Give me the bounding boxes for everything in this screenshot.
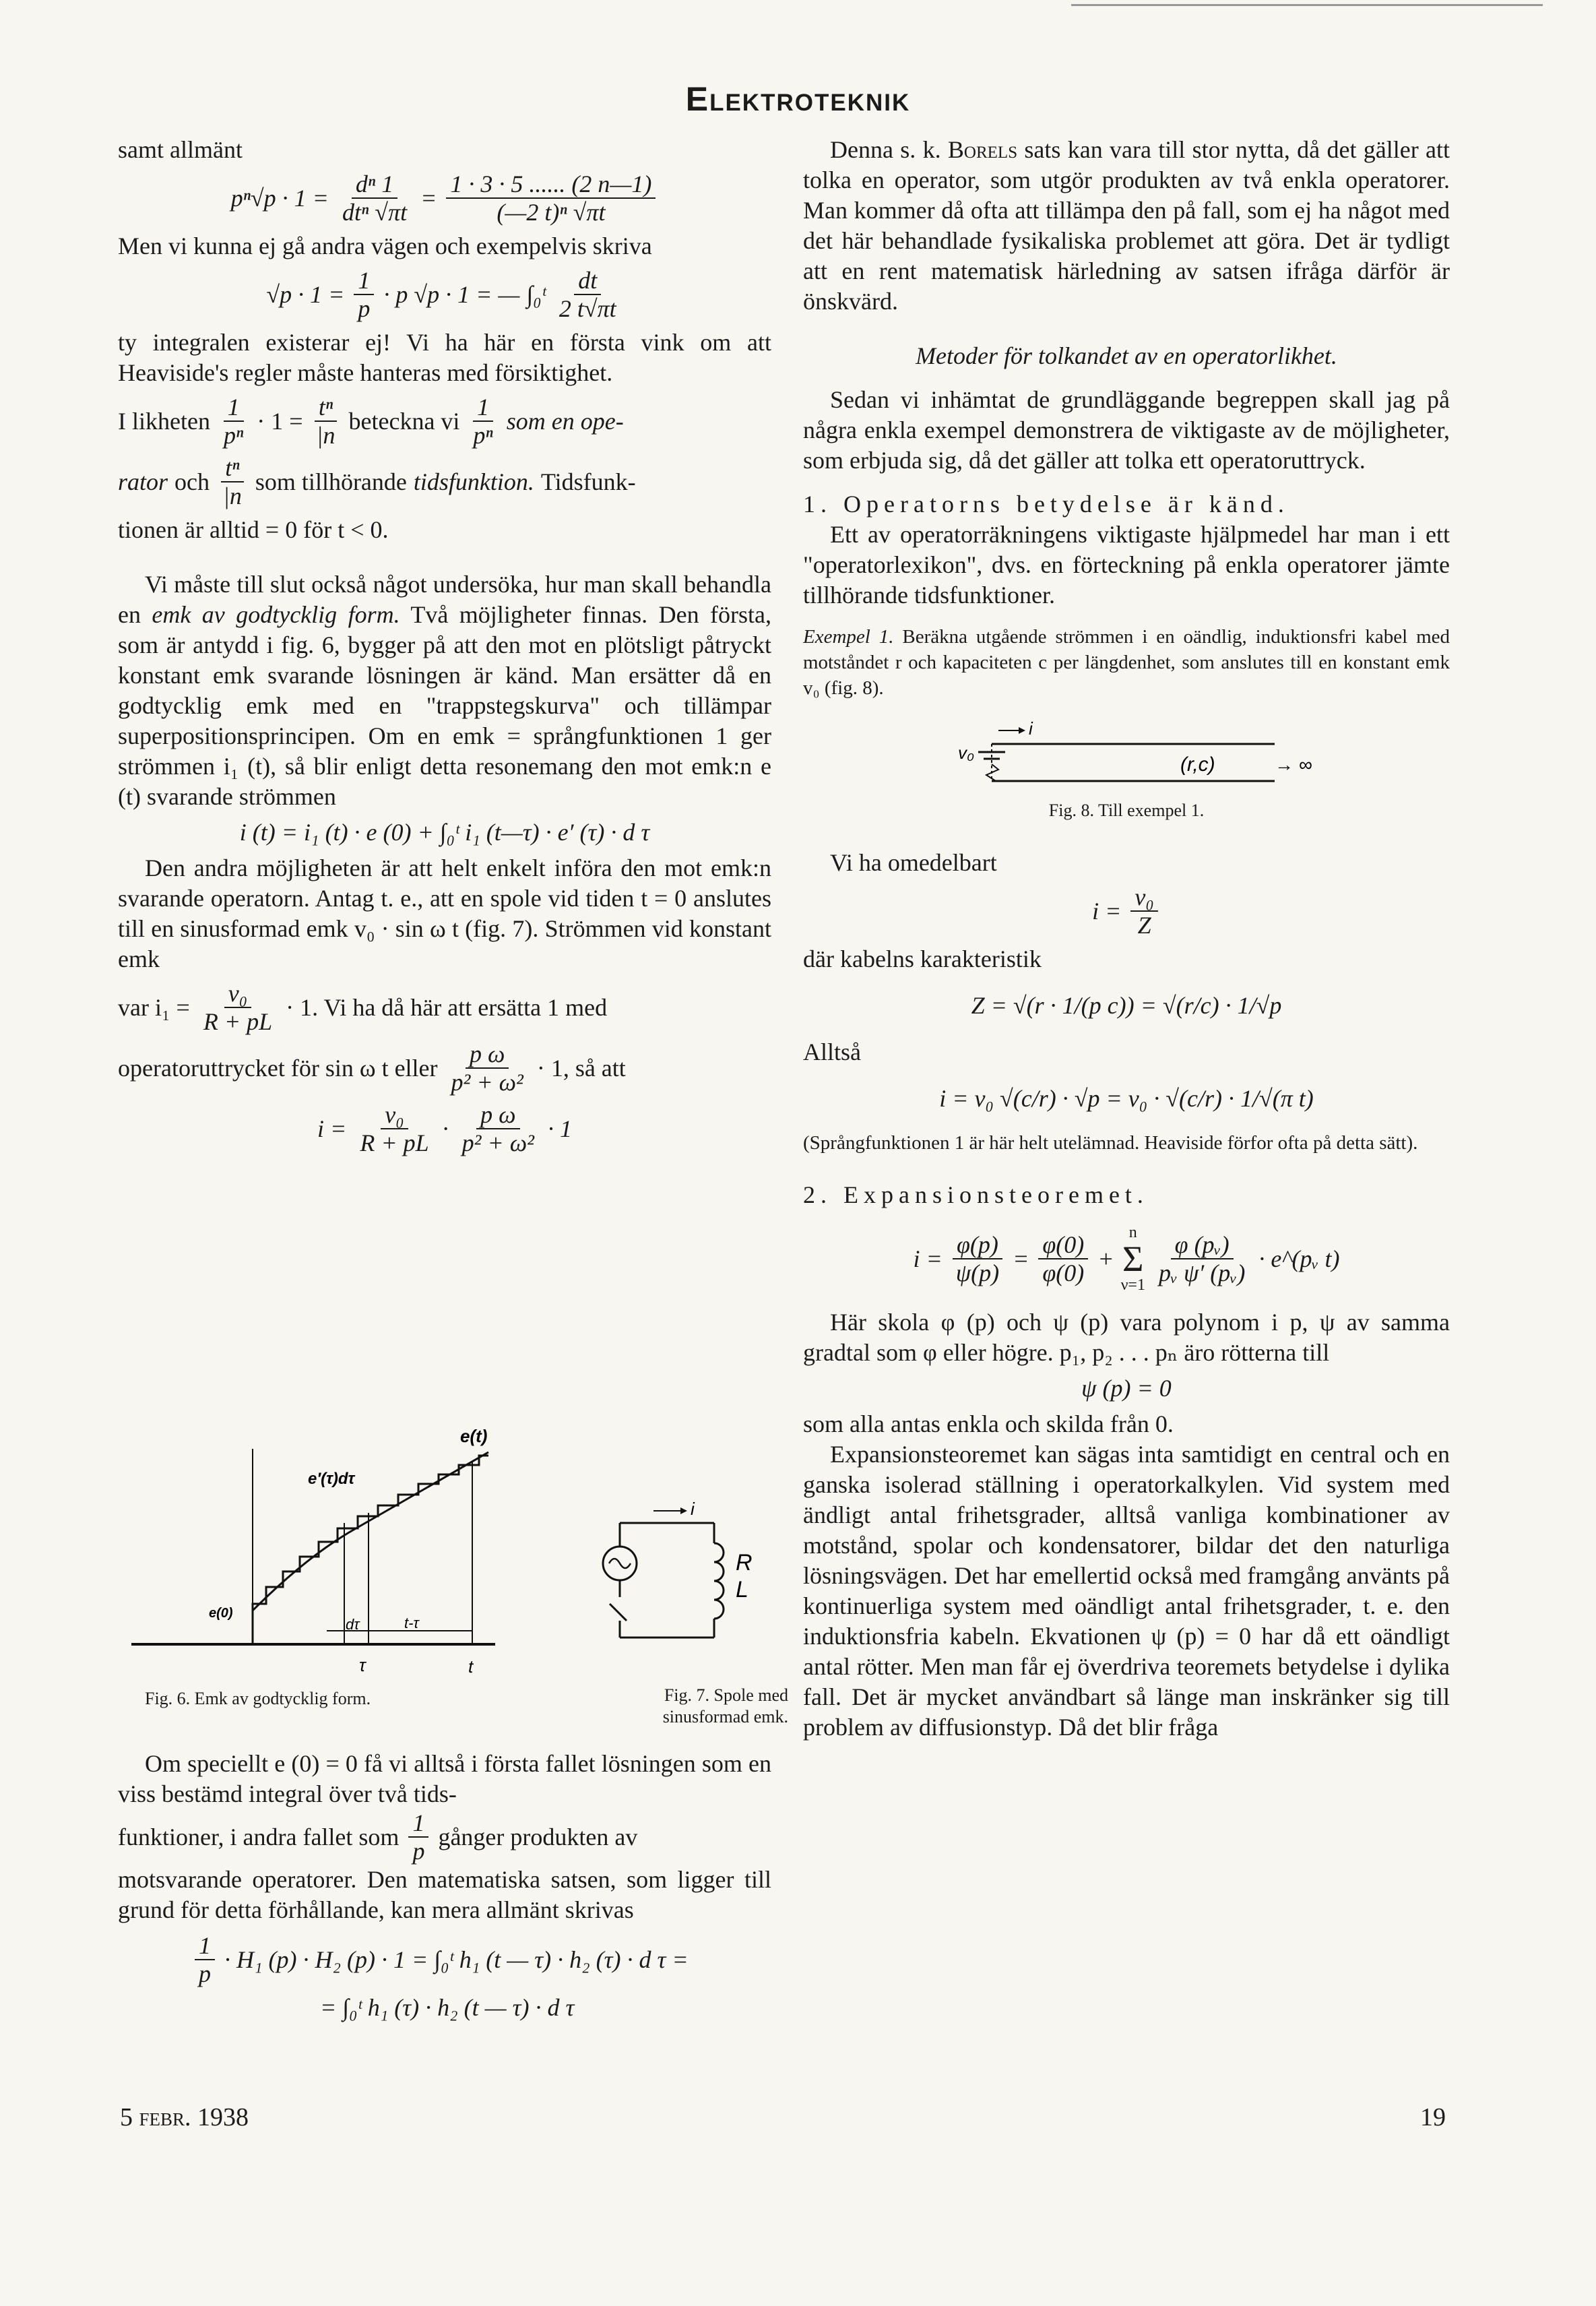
equation-5: $\frac{1}{p}$ · H₁ (p) · H₂ (p) · 1 = ∫₀ᵗ h₁ (t — τ) · h₂ (τ) · d τ = [118, 1932, 771, 1987]
paragraph: Sedan vi inhämtat de grundläggande begreppen skall jag på några enkla exempel demonstrera de viktigaste av de möjligheter, som erbjuda sig, då det gäller att tolka ett operatoruttryck. [803, 386, 1450, 474]
fig8-label-i: i [1029, 718, 1033, 739]
footer-date: 5 febr. 1938 [120, 2103, 249, 2131]
figure-8 [897, 717, 1369, 798]
equation-2: √p · 1 = $\frac{1}{p}$ · p √p · 1 = — ∫₀ᵗ $\frac{dt}{2 t√\pi t}$ [266, 267, 616, 322]
example-text: Exempel 1. Beräkna utgående strömmen i en oändlig, induktionsfri kabel med motståndet r och kapaciteten c per längdenhet, som anslutes till en konstant emk v₀ (fig. 8). [803, 626, 1450, 699]
fig8-label-v0: v₀ [958, 743, 974, 763]
paragraph: Denna s. k. Borels sats kan vara till stor nytta, då det gäller att tolka en operator, som utgör produkten av två enkla operatorer. Man kommer då ofta att tillämpa den på fall, som ej ha något med det här behandlade fysikaliska problemet att göra. Det är tydligt att en rent matematisk härledning av satsen ifråga därför är önskvärd. [803, 136, 1450, 315]
fig7-label-R: R [736, 1550, 753, 1576]
paragraph: Den andra möjligheten är att helt enkelt införa den mot emk:n svarande operatorn. Antag t. e., att en spole vid tiden t = 0 anslutes till en sinusformad emk v₀ · sin ω t (fig. 7). Strömmen vid konstant emk [118, 854, 771, 972]
equation-likheten: I likheten $\frac{1}{\text{pⁿ}}$ · 1 = $\frac{\text{tⁿ}}{|n}$ beteckna vi $\frac{1}{\text{pⁿ}}$ som en ope- [118, 394, 624, 449]
fig8-label-rc: (r,c) [1180, 753, 1215, 776]
top-rule [1071, 4, 1543, 6]
right-column [803, 135, 1450, 1743]
fig6-label-tau: τ [359, 1655, 366, 1675]
fig7-label-i: i [691, 1499, 695, 1519]
running-header: Elektroteknik [685, 80, 911, 118]
paragraph: samt allmänt [118, 136, 243, 163]
section-heading: Metoder för tolkandet av en operatorlikhet. [916, 342, 1337, 369]
fig7-caption: Fig. 7. Spole med sinusformad emk. [662, 1685, 788, 1726]
paragraph: där kabelns karakteristik [803, 945, 1042, 972]
section-heading: 2. Expansionsteoremet. [803, 1181, 1149, 1208]
paragraph: Här skola φ (p) och ψ (p) vara polynom i p, ψ av samma gradtal som φ eller högre. p₁, p₂ . . . pₙ äro rötterna till [803, 1309, 1450, 1366]
equation-r3: i = v₀ √(c/r) · √p = v₀ · √(c/r) · 1/√(π t) [939, 1085, 1314, 1112]
paragraph: tionen är alltid = 0 för t < 0. [118, 516, 389, 543]
equation-sin: operatoruttrycket för sin ω t eller $\frac{\text{p ω}}{\text{p² + ω²}}$ · 1, så att [118, 1040, 626, 1096]
paragraph: Om speciellt e (0) = 0 få vi alltså i första fallet lösningen som en viss bestämd integral över två tids- [118, 1750, 771, 1807]
footer-page-number: 19 [1420, 2103, 1446, 2131]
paragraph: Vi ha omedelbart [830, 849, 997, 876]
paragraph: (Språngfunktionen 1 är här helt utelämnad. Heaviside förfor ofta på detta sätt). [803, 1132, 1418, 1154]
equation-4: i = $\frac{\text{v₀}}{R + pL}$ · $\frac{\text{p ω}}{\text{p² + ω²}}$ · 1 [317, 1101, 572, 1156]
paragraph: motsvarande operatorer. Den matematiska satsen, som ligger till grund för detta förhållande, kan mera allmänt skrivas [118, 1866, 771, 1923]
fig7-label-L: L [736, 1577, 748, 1602]
paragraph: Alltså [803, 1038, 861, 1065]
figure-6 [131, 1422, 509, 1691]
paragraph: Expansionsteoremet kan sägas inta samtidigt en central och en ganska isolerad ställning i operatorkalkylen. Vid system med ändligt antal frihetsgrader, alltså vanliga kombinationer av motstånd, spolar och kondensatorer, bildar det den naturliga lösningsvägen. Det har emellertid också med framgång använts på kontinuerliga system med oändligt antal frihetsgrader, t. e. den induktionsfria kabeln. Ekvationen ψ (p) = 0 har då ett oändligt antal rötter. Men man får ej överdriva teoremets betydelse i dylika fall. Det är mycket användbart så länge man inskränker sig till problem av diffusionstyp. Då det blir fråga [803, 1441, 1450, 1741]
fig6-label-e0: e(0) [209, 1606, 233, 1621]
left-column [118, 135, 771, 1162]
paragraph: som alla antas enkla och skilda från 0. [803, 1410, 1174, 1437]
left-column-bottom [118, 1749, 771, 2028]
fig6-caption: Fig. 6. Emk av godtycklig form. [145, 1689, 371, 1708]
equation-3: i (t) = i₁ (t) · e (0) + ∫₀ᵗ i₁ (t—τ) · e′ (τ) · d τ [239, 819, 650, 846]
section-heading: 1. Operatorns betydelse är känd. [803, 491, 1289, 518]
fig6-label-dtau: dτ [346, 1616, 360, 1633]
figure-7 [579, 1496, 768, 1658]
paragraph: Vi måste till slut också något undersöka, hur man skall behandla en emk av godtycklig form. Två möjligheter finnas. Den första, som är antydd i fig. 6, bygger på att den mot en plötsligt påtryckt konstant emk svarande lösningen är känd. Man ersätter då en godtycklig emk med en "trappstegskurva" och tillämpar superpositionsprincipen. Om en emk = språngfunktionen 1 ger strömmen i₁ (t), så blir enligt detta resonemang den mot emk:n e (t) svarande strömmen [118, 571, 771, 810]
paragraph: ty integralen existerar ej! Vi ha här en första vink om att Heaviside's regler måste hanteras med försiktighet. [118, 329, 771, 386]
fig6-label-t: t [468, 1656, 474, 1677]
fig8-caption: Fig. 8. Till exempel 1. [1048, 801, 1205, 820]
fig6-label-et: e(t) [460, 1426, 488, 1446]
equation-funktioner: funktioner, i andra fallet som $\frac{1}{p}$ gånger produkten av [118, 1809, 638, 1865]
equation-psi: ψ (p) = 0 [1081, 1375, 1172, 1402]
equation-5b: = ∫₀ᵗ h₁ (τ) · h₂ (t — τ) · d τ [320, 1994, 575, 2021]
equation-expansion: i = $\frac{\varphi(p)}{\psi(p)}$ = $\frac{\varphi(0)}{\varphi(0)}$ + n Σ ν=1 $\frac{\text{φ (pᵥ)}}{\text{pᵥ ψ′ (pᵥ)}}$ · e^(pᵥ t) [913, 1224, 1340, 1294]
equation-r2: Z = √(r · 1/(p c)) = √(r/c) · 1/√p [971, 992, 1282, 1019]
paragraph: Ett av operatorräkningens viktigaste hjälpmedel har man i ett "operatorlexikon", dvs. en förteckning på enkla operatorer jämte tillhörande tidsfunktioner. [803, 521, 1450, 609]
equation-operator: rator och $\frac{\text{tⁿ}}{|n}$ som tillhörande tidsfunktion. Tidsfunk- [118, 454, 636, 509]
equation-1: pⁿ√p · 1 = $\frac{\text{dⁿ 1}}{\text{dtⁿ √πt}}$ = $\frac{1 \cdot 3 \cdot 5 ...... (2 n—1)}{\text{(—2 t)ⁿ √πt}}$ [118, 170, 771, 226]
fig8-label-inf: → ∞ [1275, 754, 1312, 775]
equation-i1: var i₁ = $\frac{\text{v₀}}{R + pL}$ · 1. Vi ha då här att ersätta 1 med [118, 980, 608, 1035]
fig6-label-ttau: t-τ [404, 1615, 419, 1631]
fig6-label-edt: e′(τ)dτ [308, 1470, 355, 1488]
equation-r1: i = $\frac{\text{v₀}}{Z}$ [803, 883, 1450, 939]
paragraph: Men vi kunna ej gå andra vägen och exempelvis skriva [118, 232, 652, 259]
